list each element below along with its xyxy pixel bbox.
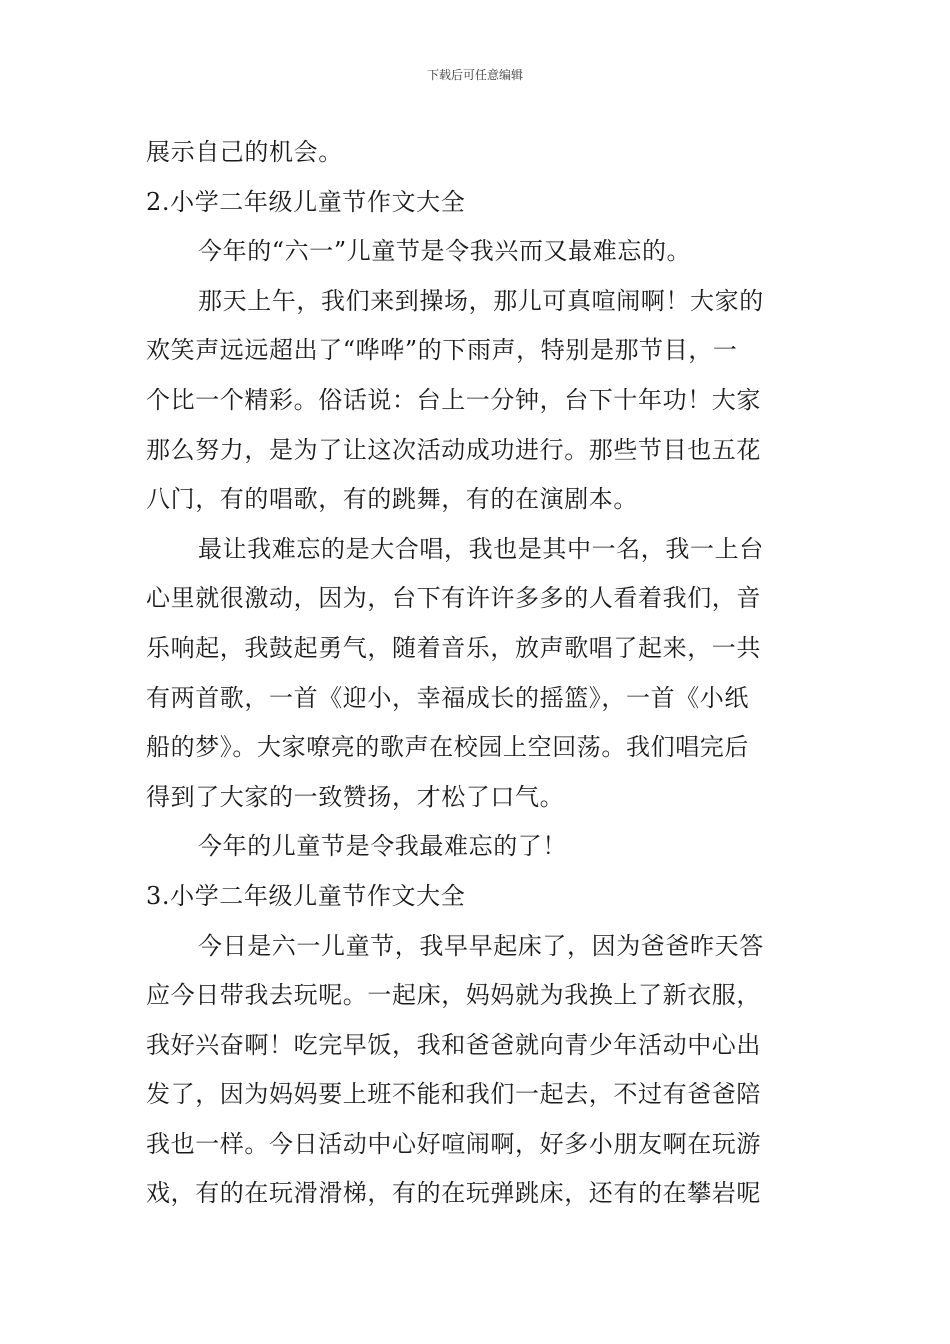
page-header: 下载后可任意编辑	[426, 68, 523, 82]
text-line: 今日是六一儿童节，我早早起床了，因为爸爸昨天答	[198, 931, 764, 960]
text-line: 乐响起，我鼓起勇气，随着音乐，放声歌唱了起来，一共	[146, 633, 761, 662]
text-line: 今年的“六一”儿童节是令我兴而又最难忘的。	[198, 237, 692, 266]
text-line: 应今日带我去玩呢。一起床，妈妈就为我换上了新衣服，	[146, 981, 761, 1010]
text-line: 八门，有的唱歌，有的跳舞，有的在演剧本。	[146, 485, 638, 514]
section-heading: 3.小学二年级儿童节作文大全	[146, 881, 466, 910]
text-line: 心里就很激动，因为，台下有许许多多的人看着我们，音	[146, 584, 761, 613]
text-line: 那么努力，是为了让这次活动成功进行。那些节目也五花	[146, 435, 761, 464]
text-line: 我也一样。今日活动中心好喧闹啊，好多小朋友啊在玩游	[146, 1129, 761, 1158]
text-line: 我好兴奋啊！吃完早饭，我和爸爸就向青少年活动中心出	[146, 1030, 761, 1059]
text-line: 发了，因为妈妈要上班不能和我们一起去，不过有爸爸陪	[146, 1080, 761, 1109]
section-heading: 2.小学二年级儿童节作文大全	[146, 187, 466, 216]
text-line: 最让我难忘的是大合唱，我也是其中一名，我一上台	[198, 534, 764, 563]
text-line: 有两首歌，一首《迎小，幸福成长的摇篮》，一首《小纸	[146, 683, 749, 712]
text-line: 那天上午，我们来到操场，那儿可真喧闹啊！大家的	[198, 286, 764, 315]
text-line: 今年的儿童节是令我最难忘的了！	[198, 832, 567, 861]
text-line: 欢笑声远远超出了“哗哗”的下雨声，特别是那节目，一	[146, 336, 738, 365]
text-line: 展示自己的机会。	[146, 138, 343, 166]
text-line: 船的梦》。大家嘹亮的歌声在校园上空回荡。我们唱完后	[146, 733, 749, 762]
document-body	[146, 128, 810, 1219]
text-line: 得到了大家的一致赞扬，才松了口气。	[146, 782, 565, 811]
text-line: 戏，有的在玩滑滑梯，有的在玩弹跳床，还有的在攀岩呢	[146, 1179, 761, 1208]
text-line: 个比一个精彩。俗话说：台上一分钟，台下十年功！大家	[146, 385, 761, 414]
